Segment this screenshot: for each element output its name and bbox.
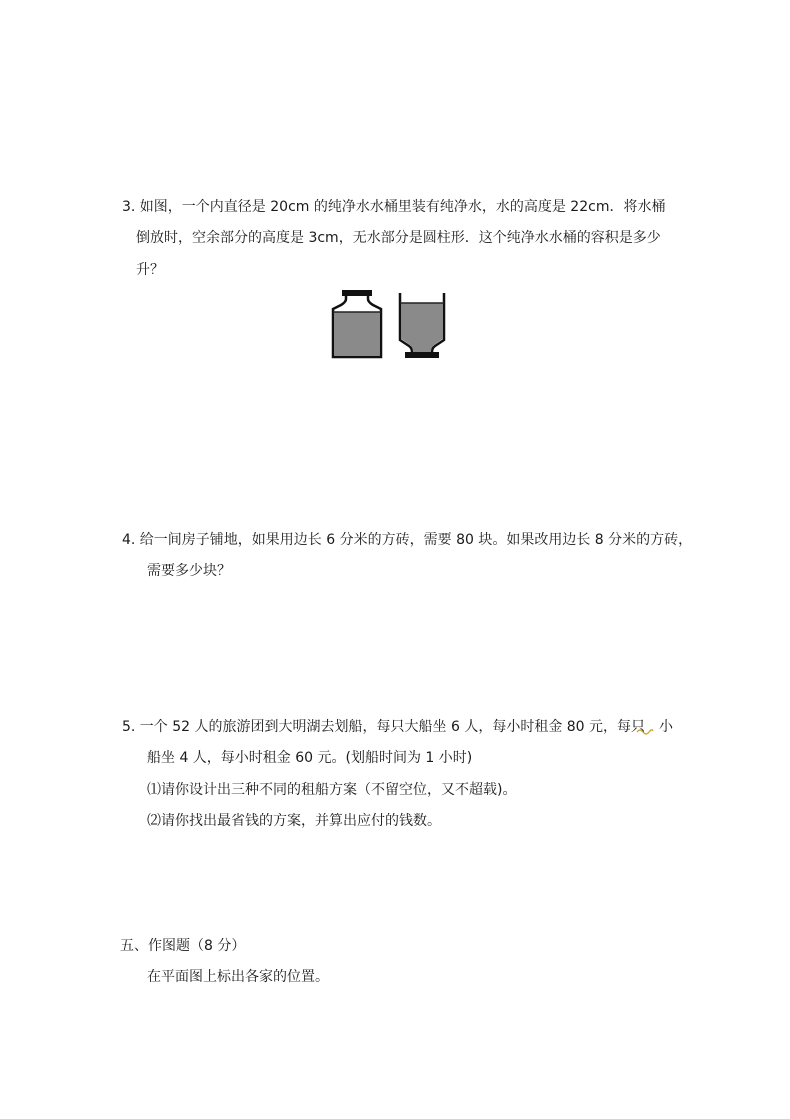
water-bucket-figure [325, 288, 465, 362]
q5-sub-question-1: ⑴请你设计出三种不同的租船方案（不留空位，又不超载)。 [147, 782, 517, 798]
section-5-instruction: 在平面图上标出各家的位置。 [147, 969, 329, 985]
q4-line-1: 4. 给一间房子铺地，如果用边长 6 分米的方砖，需要 80 块。如果改用边长 8 分米的方砖， [122, 532, 693, 548]
q5-sub-question-2: ⑵请你找出最省钱的方案，并算出应付的钱数。 [147, 813, 441, 829]
q5-line-2: 船坐 4 人，每小时租金 60 元。(划船时间为 1 小时) [147, 750, 473, 766]
q5-line-1 [122, 718, 673, 736]
q3-line-3: 升？ [136, 262, 164, 278]
q5-line-1-text: 5. 一个 52 人的旅游团到大明湖去划船，每只大船坐 6 人，每小时租金 80 元，每只 [122, 719, 646, 735]
upright-bucket-drawing [333, 290, 381, 357]
q4-line-2: 需要多少块？ [147, 563, 231, 579]
q5-line-1-end: 小 [659, 719, 674, 735]
inverted-bucket-drawing [400, 293, 444, 358]
section-5-heading: 五、作图题（8 分） [120, 938, 246, 954]
wavy-underline-mark [636, 727, 654, 735]
q3-line-2: 倒放时，空余部分的高度是 3cm，无水部分是圆柱形．这个纯净水水桶的容积是多少 [136, 230, 661, 246]
q3-line-1: 3. 如图，一个内直径是 20cm 的纯净水水桶里装有纯净水，水的高度是 22cm．将水桶 [122, 199, 666, 215]
